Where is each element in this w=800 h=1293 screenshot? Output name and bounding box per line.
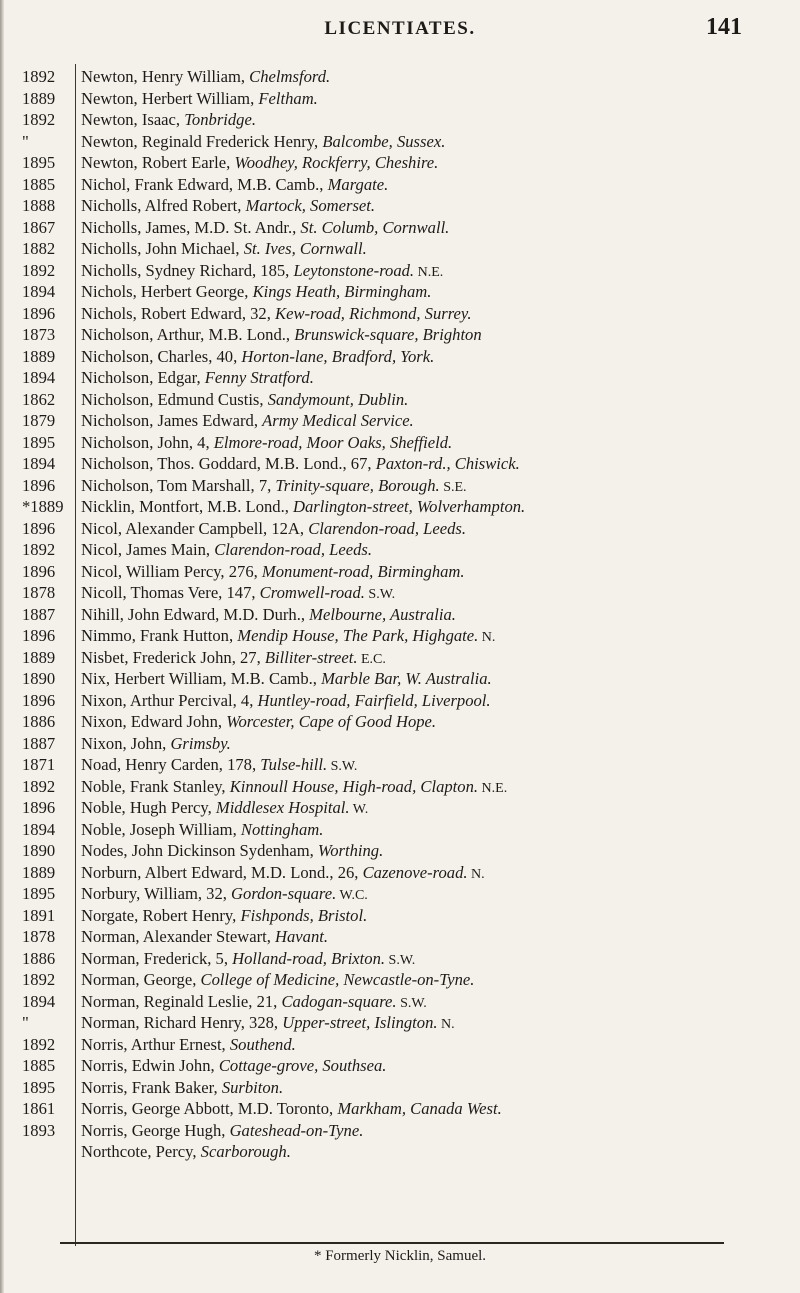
entry-year: 1879 [22, 411, 56, 430]
page-number: 141 [706, 14, 742, 40]
entry-address: Clarendon-road, Leeds. [308, 518, 466, 538]
list-item [0, 453, 800, 475]
entry-name: Nicholson, Charles, 40, [81, 346, 242, 366]
entry-name: Nicholls, John Michael, [81, 239, 244, 258]
entry-year: 1894 [22, 454, 56, 473]
entry-name: Norris, George Abbott, M.D. Toronto, [81, 1099, 338, 1118]
list-item [0, 969, 800, 991]
entry-address: Worthing. [317, 841, 384, 860]
list-item [0, 281, 800, 303]
entry-address: Markham, Canada West. [337, 1099, 502, 1118]
entry-year: 1892 [22, 1034, 56, 1054]
entry-address: Gateshead-on-Tyne. [229, 1120, 364, 1140]
entry-text [81, 862, 485, 886]
entry-name: Nicholson, John, 4, [81, 432, 214, 452]
entry-text [81, 174, 388, 198]
entry-address: Brunswick-square, Brighton [294, 325, 482, 344]
entry-district: S.W. [396, 995, 427, 1011]
entry-name: Norman, Frederick, 5, [81, 948, 233, 968]
list-item [0, 195, 800, 217]
list-item [0, 582, 800, 604]
entry-address: Worcester, Cape of Good Hope. [226, 712, 437, 731]
entry-name: Nicholson, Arthur, M.B. Lond., [81, 325, 295, 344]
entry-year: 1893 [22, 1120, 56, 1140]
entry-name: Newton, Herbert William, [81, 88, 259, 108]
entry-year: 1892 [22, 67, 56, 86]
entry-name: Norris, Edwin John, [81, 1056, 219, 1075]
entry-name: Norburn, Albert Edward, M.D. Lond., 26, [81, 862, 363, 882]
entry-year: " [22, 131, 29, 151]
entry-text [81, 733, 231, 757]
list-item [0, 1034, 800, 1056]
entry-text [81, 561, 465, 585]
entry-district: W.C. [336, 888, 368, 903]
entry-text [81, 260, 443, 284]
entry-name: Nichols, Herbert George, [81, 282, 253, 301]
list-item [0, 604, 800, 626]
entry-year: 1882 [22, 239, 56, 258]
list-item [0, 647, 800, 669]
entry-address: Cottage-grove, Southsea. [218, 1056, 387, 1075]
entry-year: " [22, 1013, 29, 1032]
entry-year: 1896 [22, 798, 56, 817]
list-item [0, 303, 800, 325]
entry-name: Nichols, Robert Edward, 32, [81, 303, 276, 323]
entry-text [81, 324, 482, 348]
entry-year: 1896 [22, 475, 56, 495]
footnote: * Formerly Nicklin, Samuel. [313, 1248, 487, 1264]
entry-address: Chelmsford. [249, 67, 331, 86]
entry-text [81, 1012, 455, 1036]
entry-name: Nimmo, Frank Hutton, [81, 626, 238, 645]
list-item [0, 840, 800, 862]
entry-text [81, 1034, 296, 1058]
entry-text [81, 754, 357, 778]
entry-text [81, 195, 375, 219]
entry-year: 1895 [22, 432, 56, 452]
entry-year: 1861 [22, 1099, 56, 1118]
entry-address: Upper-street, Islington. [282, 1013, 438, 1032]
entry-year: 1887 [22, 604, 56, 624]
entry-text [81, 1055, 386, 1079]
entry-year: 1895 [22, 884, 56, 903]
entry-address: Nottingham. [240, 819, 324, 839]
entry-name: Norman, Richard Henry, 328, [81, 1013, 283, 1032]
list-item [0, 883, 800, 905]
entry-text [81, 948, 415, 972]
entry-year: 1878 [22, 927, 56, 946]
entry-address: Mendip House, The Park, Highgate. [237, 626, 479, 645]
entry-text [81, 217, 449, 241]
entry-text [81, 66, 330, 90]
list-item [0, 238, 800, 260]
entry-text [81, 819, 323, 843]
entry-address: Martock, Somerset. [245, 196, 376, 215]
entry-name: Nicholson, Edmund Custis, [81, 389, 268, 409]
running-title: LICENTIATES. [324, 18, 476, 39]
entry-year: 1894 [22, 282, 56, 301]
entry-address: Monument-road, Birmingham. [261, 561, 465, 581]
list-item [0, 475, 800, 497]
entry-address: Kinnoull House, High-road, Clapton. [229, 776, 479, 796]
entry-text [81, 776, 507, 800]
entry-name: Nicholson, Tom Marshall, 7, [81, 475, 276, 495]
list-item [0, 1012, 800, 1034]
list-item [0, 518, 800, 540]
entry-address: Balcombe, Sussex. [322, 131, 446, 151]
entry-year: 1886 [22, 948, 56, 968]
entry-name: Nicholls, Sydney Richard, 185, [81, 260, 294, 280]
entry-text [81, 131, 445, 155]
entry-district: N. [478, 630, 496, 645]
entry-text [81, 518, 466, 542]
entry-text [81, 926, 328, 950]
entry-name: Nicol, William Percy, 276, [81, 561, 262, 581]
entry-address: Fenny Stratford. [204, 368, 314, 387]
entry-year: 1885 [22, 174, 56, 194]
entry-text [81, 840, 383, 864]
entry-year: 1891 [22, 905, 56, 925]
list-item [0, 260, 800, 282]
entry-text [81, 969, 474, 993]
list-item [0, 797, 800, 819]
list-item [0, 389, 800, 411]
entry-year: 1894 [22, 368, 56, 387]
list-item [0, 754, 800, 776]
list-item [0, 1077, 800, 1099]
list-item [0, 776, 800, 798]
entry-year: 1896 [22, 518, 56, 538]
entry-name: Newton, Isaac, [81, 110, 185, 129]
entry-district: S.W. [385, 952, 416, 968]
entry-text [81, 883, 368, 907]
entry-address: Holland-road, Brixton. [232, 948, 386, 968]
list-item [0, 66, 800, 88]
entry-address: Cromwell-road. [259, 583, 365, 602]
entry-name: Norris, Arthur Ernest, [81, 1034, 230, 1054]
list-item [0, 905, 800, 927]
list-item [0, 561, 800, 583]
entry-name: Nicoll, Thomas Vere, 147, [81, 583, 260, 602]
entry-text [81, 582, 395, 606]
entry-text [81, 991, 427, 1015]
entry-year: 1878 [22, 583, 56, 602]
entry-text [81, 88, 318, 112]
entry-text [81, 152, 438, 176]
list-item [0, 1141, 800, 1163]
list-item [0, 346, 800, 368]
entry-address: Clarendon-road, Leeds. [214, 540, 372, 559]
entry-district: S.W. [364, 587, 396, 602]
entry-year: 1896 [22, 303, 56, 323]
entry-address: Fishponds, Bristol. [240, 905, 368, 925]
entry-text [81, 367, 314, 391]
entry-name: Noad, Henry Carden, 178, [81, 755, 261, 774]
list-item [0, 88, 800, 110]
entry-year: 1889 [22, 346, 56, 366]
entry-address: Feltham. [258, 88, 318, 108]
entry-name: Nicholson, James Edward, [81, 411, 263, 430]
entry-text [81, 303, 472, 327]
entry-name: Norman, George, [81, 970, 201, 989]
entry-text [81, 453, 520, 477]
entry-address: Melbourne, Australia. [309, 604, 456, 624]
entry-name: Norman, Alexander Stewart, [81, 927, 275, 946]
entry-name: Norgate, Robert Henry, [81, 905, 241, 925]
entry-name: Nicklin, Montfort, M.B. Lond., [81, 497, 294, 516]
entry-text [81, 690, 491, 714]
entry-address: Kings Heath, Birmingham. [252, 282, 432, 301]
entry-address: Surbiton. [221, 1077, 284, 1097]
entry-district: S.E. [439, 479, 467, 495]
entry-year: 1886 [22, 712, 56, 731]
footnote-rule [60, 1242, 724, 1244]
entry-district: N. [467, 866, 485, 882]
entry-name: Nicholls, Alfred Robert, [81, 196, 246, 215]
entry-address: Leytonstone-road. [293, 260, 415, 280]
entry-name: Noble, Frank Stanley, [81, 776, 230, 796]
list-item [0, 1055, 800, 1077]
entry-name: Noble, Hugh Percy, [81, 798, 216, 817]
entry-year: 1887 [22, 733, 56, 753]
list-item [0, 1120, 800, 1142]
entry-text [81, 1077, 283, 1101]
entry-name: Norris, Frank Baker, [81, 1077, 222, 1097]
entry-name: Nicol, Alexander Campbell, 12A, [81, 518, 309, 538]
entry-name: Nodes, John Dickinson Sydenham, [81, 841, 318, 860]
entry-name: Nixon, John, [81, 733, 171, 753]
entry-district: S.W. [327, 759, 358, 774]
entry-text [81, 647, 386, 671]
entry-text [81, 281, 431, 305]
entry-name: Nihill, John Edward, M.D. Durh., [81, 604, 310, 624]
entry-name: Nicholson, Thos. Goddard, M.B. Lond., 67, [81, 454, 376, 473]
entry-year: 1873 [22, 325, 56, 344]
entry-year: 1889 [22, 862, 56, 882]
entry-district: E.C. [357, 651, 386, 667]
entry-district: N.E. [414, 264, 444, 280]
list-item [0, 991, 800, 1013]
list-item [0, 690, 800, 712]
entry-text [81, 410, 414, 434]
entry-address: Margate. [327, 174, 389, 194]
entry-address: College of Medicine, Newcastle-on-Tyne. [200, 970, 475, 989]
entry-text [81, 238, 367, 262]
entry-name: Norbury, William, 32, [81, 884, 232, 903]
entry-text [81, 604, 456, 628]
list-item [0, 733, 800, 755]
entry-address: Tonbridge. [184, 110, 256, 129]
entry-name: Newton, Robert Earle, [81, 153, 235, 172]
entry-name: Nicholson, Edgar, [81, 368, 205, 387]
entry-year: 1895 [22, 1077, 56, 1097]
entry-address: Billiter-street. [264, 647, 358, 667]
entry-text [81, 475, 467, 499]
entry-text [81, 668, 492, 692]
entry-text [81, 797, 368, 821]
entry-name: Nix, Herbert William, M.B. Camb., [81, 669, 322, 688]
list-item [0, 367, 800, 389]
entry-year: 1892 [22, 776, 56, 796]
list-item [0, 432, 800, 454]
list-item [0, 625, 800, 647]
entry-name: Northcote, Percy, [81, 1142, 201, 1161]
entry-year: 1889 [22, 647, 56, 667]
entry-address: Woodhey, Rockferry, Cheshire. [234, 153, 439, 172]
entry-year: 1888 [22, 196, 56, 215]
entry-name: Nicholls, James, M.D. St. Andr., [81, 217, 301, 237]
entry-text [81, 905, 367, 929]
entry-text [81, 1098, 502, 1122]
entry-address: St. Ives, Cornwall. [243, 239, 367, 258]
entry-text [81, 1120, 363, 1144]
list-item [0, 926, 800, 948]
entry-address: Cadogan-square. [281, 991, 397, 1011]
entry-address: Sandymount, Dublin. [267, 389, 409, 409]
entry-text [81, 432, 452, 456]
entry-year: 1862 [22, 389, 56, 409]
entry-name: Nichol, Frank Edward, M.B. Camb., [81, 174, 328, 194]
entry-district: N. [437, 1017, 455, 1032]
entry-text [81, 711, 436, 735]
entry-address: Paxton-rd., Chiswick. [375, 454, 520, 473]
entry-name: Norman, Reginald Leslie, 21, [81, 991, 282, 1011]
entry-year: 1896 [22, 690, 56, 710]
entry-year: 1892 [22, 970, 56, 989]
entry-year: 1890 [22, 841, 56, 860]
entry-text [81, 346, 434, 370]
entry-name: Newton, Reginald Frederick Henry, [81, 131, 323, 151]
entry-name: Newton, Henry William, [81, 67, 250, 86]
entry-name: Nisbet, Frederick John, 27, [81, 647, 265, 667]
entry-address: Army Medical Service. [262, 411, 414, 430]
entry-year: 1892 [22, 540, 56, 559]
entry-address: Elmore-road, Moor Oaks, Sheffield. [213, 432, 453, 452]
entry-year: 1894 [22, 819, 56, 839]
entry-address: Kew-road, Richmond, Surrey. [275, 303, 472, 323]
entry-address: Gordon-square. [231, 884, 337, 903]
list-item [0, 862, 800, 884]
entry-year: 1889 [22, 88, 56, 108]
list-item [0, 152, 800, 174]
entry-name: Nixon, Arthur Percival, 4, [81, 690, 258, 710]
entry-text [81, 539, 372, 563]
entry-text [81, 109, 256, 133]
entry-address: Trinity-square, Borough. [275, 475, 440, 495]
entry-name: Nicol, James Main, [81, 540, 215, 559]
entry-address: Havant. [275, 927, 328, 946]
entry-year: 1871 [22, 755, 56, 774]
entry-year: 1895 [22, 153, 56, 172]
list-item [0, 496, 800, 518]
entry-address: Middlesex Hospital. [215, 798, 350, 817]
licentiate-list [0, 66, 800, 1163]
entry-year: 1896 [22, 626, 56, 645]
entry-address: Huntley-road, Fairfield, Liverpool. [257, 690, 491, 710]
entry-year: 1892 [22, 110, 56, 129]
list-item [0, 217, 800, 239]
entry-address: Southend. [229, 1034, 296, 1054]
list-item [0, 819, 800, 841]
entry-text [81, 625, 495, 649]
entry-year: 1892 [22, 260, 56, 280]
entry-address: Darlington-street, Wolverhampton. [293, 497, 526, 516]
entry-year: 1890 [22, 669, 56, 688]
list-item [0, 1098, 800, 1120]
entry-district: N.E. [478, 780, 508, 796]
entry-year: 1867 [22, 217, 56, 237]
entry-address: Marble Bar, W. Australia. [321, 669, 492, 688]
list-item [0, 711, 800, 733]
entry-address: Scarborough. [200, 1142, 291, 1161]
entry-text [81, 496, 525, 520]
entry-address: Grimsby. [170, 733, 231, 753]
entry-year: 1894 [22, 991, 56, 1011]
list-item [0, 668, 800, 690]
entry-text [81, 1141, 291, 1165]
entry-address: Tulse-hill. [260, 755, 328, 774]
entry-text [81, 389, 408, 413]
list-item [0, 324, 800, 346]
list-item [0, 410, 800, 432]
entry-name: Norris, George Hugh, [81, 1120, 230, 1140]
list-item [0, 109, 800, 131]
entry-district: W. [349, 802, 369, 817]
entry-address: St. Columb, Cornwall. [300, 217, 450, 237]
entry-name: Nixon, Edward John, [81, 712, 227, 731]
entry-year: 1896 [22, 561, 56, 581]
entry-name: Noble, Joseph William, [81, 819, 241, 839]
entry-address: Cazenove-road. [362, 862, 468, 882]
entry-address: Horton-lane, Bradford, York. [241, 346, 435, 366]
list-item [0, 948, 800, 970]
list-item [0, 131, 800, 153]
list-item [0, 539, 800, 561]
entry-year: 1885 [22, 1056, 56, 1075]
list-item [0, 174, 800, 196]
entry-year: *1889 [22, 497, 64, 516]
